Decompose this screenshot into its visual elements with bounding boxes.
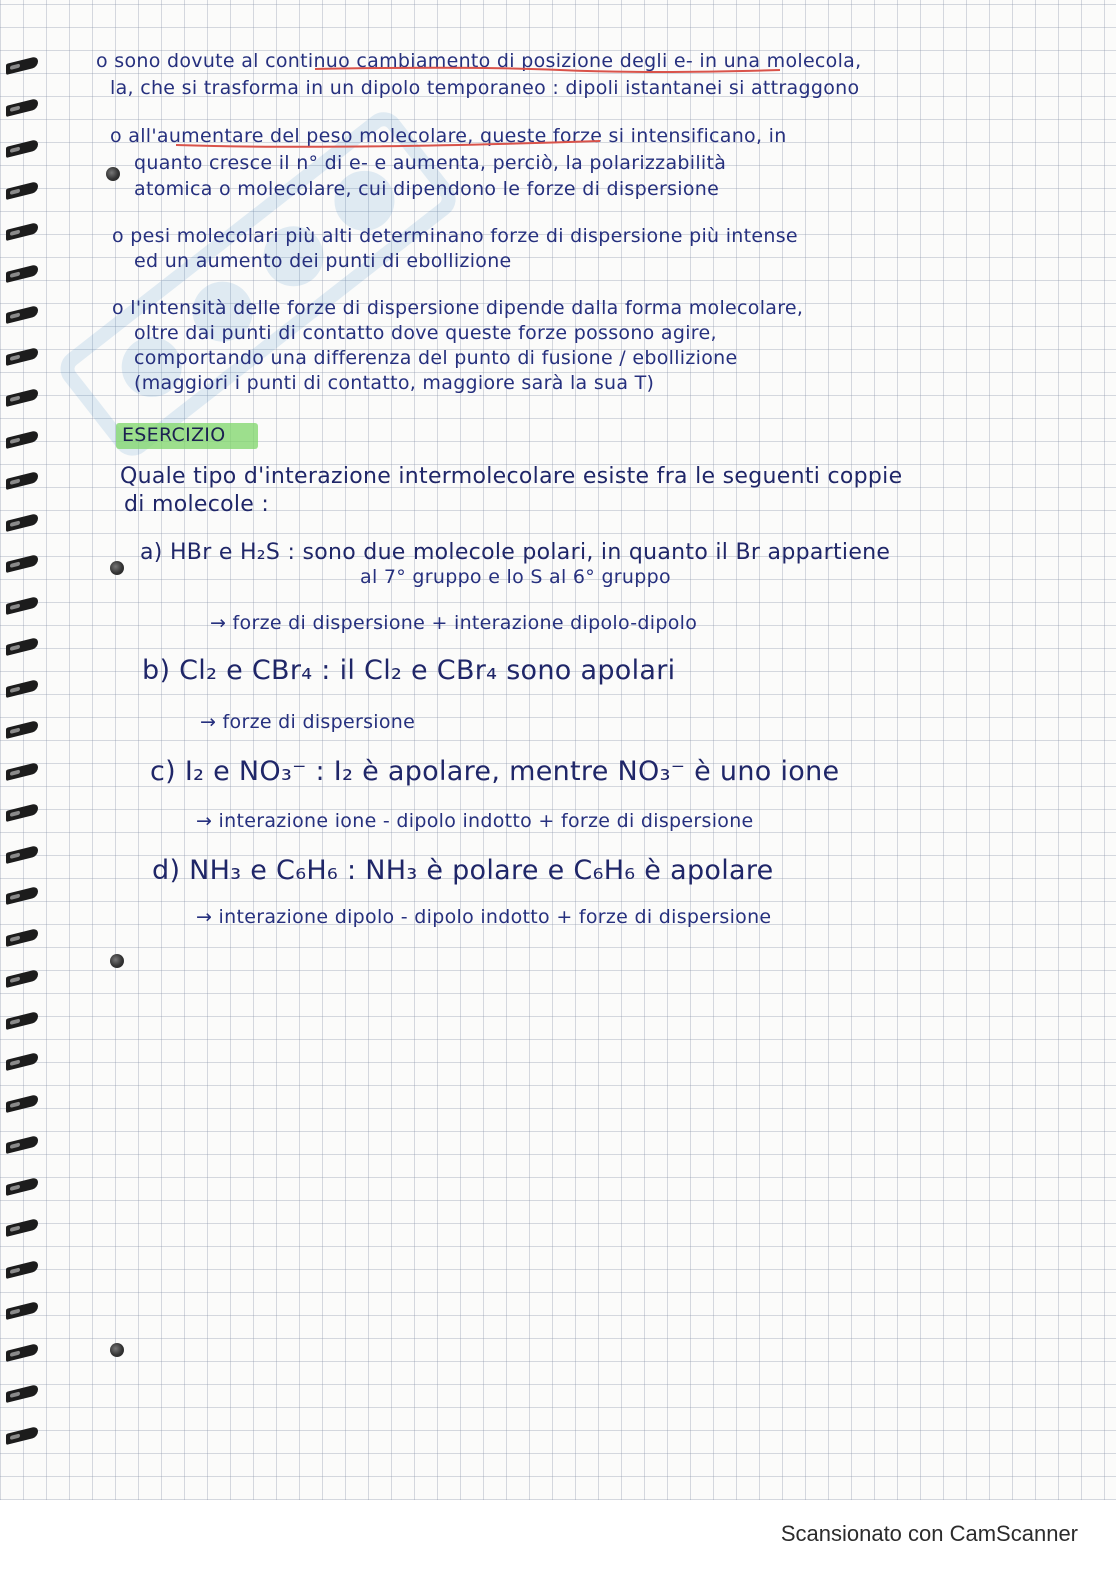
question-line: Quale tipo d'interazione intermolecolare esiste fra le seguenti coppie	[120, 464, 903, 489]
spiral-ring	[6, 1135, 38, 1154]
spiral-ring	[6, 1177, 38, 1196]
spiral-ring	[6, 554, 38, 573]
spiral-ring	[6, 305, 38, 324]
note-line: quanto cresce il n° di e- e aumenta, perciò, la polarizzabilità	[134, 152, 727, 174]
note-line: o sono dovute al continuo cambiamento di posizione degli e- in una molecola,	[96, 50, 862, 72]
answer-c-line: c) I₂ e NO₃⁻ : I₂ è apolare, mentre NO₃⁻ è uno ione	[150, 756, 840, 787]
red-underline	[0, 0, 1116, 200]
answer-b-line: b) Cl₂ e CBr₄ : il Cl₂ e CBr₄ sono apolari	[142, 655, 676, 686]
camscanner-footer: Scansionato con CamScanner	[780, 1521, 1078, 1546]
spiral-ring	[6, 596, 38, 615]
spiral-ring	[6, 513, 38, 532]
spiral-ring	[6, 1052, 38, 1071]
answer-d-result: → interazione dipolo - dipolo indotto + forze di dispersione	[196, 906, 772, 928]
spiral-ring	[6, 1094, 38, 1113]
spiral-ring	[6, 1301, 38, 1320]
spiral-ring	[6, 1426, 38, 1445]
exercise-heading: ESERCIZIO	[122, 424, 226, 446]
spiral-ring	[6, 762, 38, 781]
spiral-ring	[6, 886, 38, 905]
spiral-ring	[6, 969, 38, 988]
note-line: oltre dai punti di contatto dove queste forze possono agire,	[134, 322, 717, 344]
spiral-binding	[0, 60, 46, 1480]
spiral-ring	[6, 1011, 38, 1030]
note-line: o l'intensità delle forze di dispersione dipende dalla forma molecolare,	[112, 297, 804, 319]
spiral-ring	[6, 928, 38, 947]
spiral-ring	[6, 679, 38, 698]
answer-a-line: al 7° gruppo e lo S al 6° gruppo	[360, 566, 671, 588]
note-line: la, che si trasforma in un dipolo temporaneo : dipoli istantanei si attraggono	[110, 77, 860, 99]
answer-c-result: → interazione ione - dipolo indotto + forze di dispersione	[196, 810, 754, 832]
answer-b-result: → forze di dispersione	[200, 711, 416, 733]
note-line: comportando una differenza del punto di fusione / ebollizione	[134, 347, 738, 369]
question-line: di molecole :	[124, 492, 270, 517]
spiral-ring	[6, 1218, 38, 1237]
spiral-ring	[6, 1384, 38, 1403]
spiral-ring	[6, 637, 38, 656]
note-line: (maggiori i punti di contatto, maggiore sarà la sua T)	[134, 372, 655, 394]
note-line: o pesi molecolari più alti determinano forze di dispersione più intense	[112, 225, 798, 247]
answer-a-line: a) HBr e H₂S : sono due molecole polari, in quanto il Br appartiene	[140, 540, 891, 565]
note-line: ed un aumento dei punti di ebollizione	[134, 250, 512, 272]
spiral-ring	[6, 264, 38, 283]
answer-d-line: d) NH₃ e C₆H₆ : NH₃ è polare e C₆H₆ è apolare	[152, 855, 774, 886]
answer-a-result: → forze di dispersione + interazione dipolo-dipolo	[210, 612, 698, 634]
binder-hole	[110, 954, 124, 968]
binder-hole	[110, 561, 124, 575]
spiral-ring	[6, 347, 38, 366]
spiral-ring	[6, 471, 38, 490]
spiral-ring	[6, 720, 38, 739]
spiral-ring	[6, 845, 38, 864]
spiral-ring	[6, 430, 38, 449]
note-line: atomica o molecolare, cui dipendono le forze di dispersione	[134, 178, 720, 200]
spiral-ring	[6, 803, 38, 822]
spiral-ring	[6, 222, 38, 241]
spiral-ring	[6, 1260, 38, 1279]
spiral-ring	[6, 1343, 38, 1362]
spiral-ring	[6, 388, 38, 407]
note-line: o all'aumentare del peso molecolare, queste forze si intensificano, in	[110, 125, 787, 147]
binder-hole	[110, 1343, 124, 1357]
